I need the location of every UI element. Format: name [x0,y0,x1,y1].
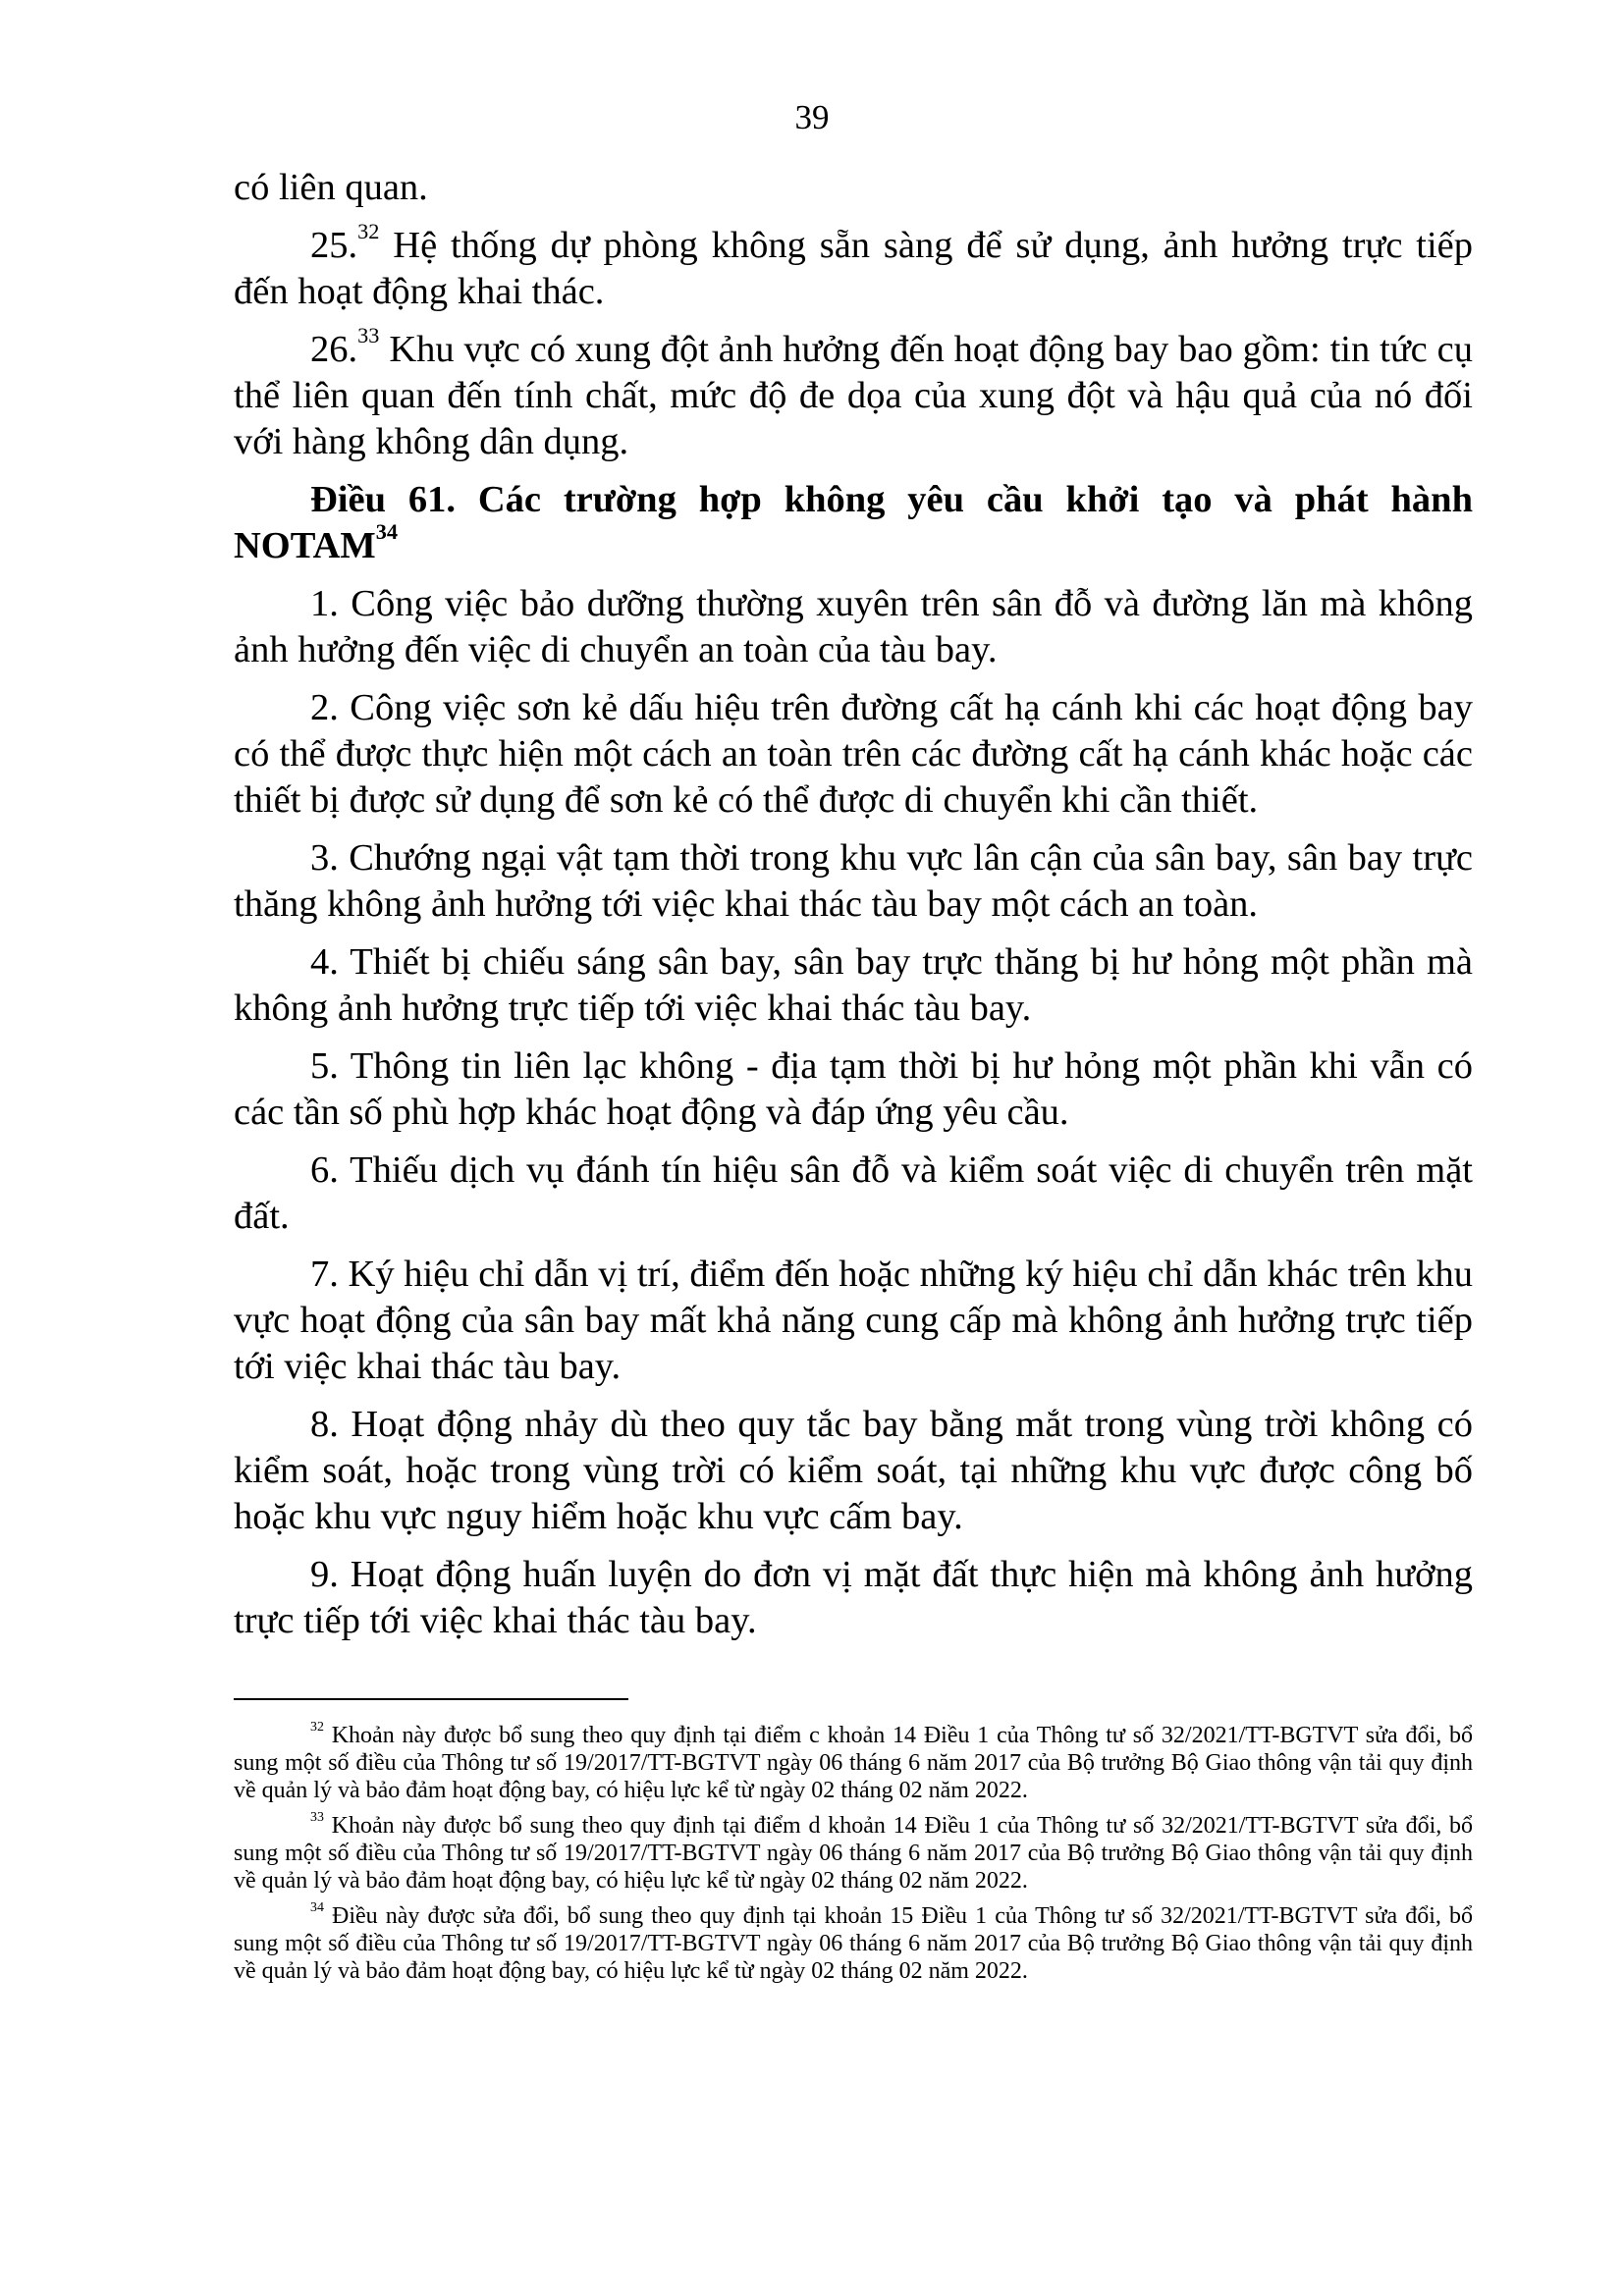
paragraph-continuation [234,165,1473,211]
page-number: 39 [794,98,830,136]
item-4: 4. Thiết bị chiếu sáng sân bay, sân bay trực thăng bị hư hỏng một phần mà không ảnh hưởng trực tiếp tới việc khai thác tàu bay. [234,941,1473,1029]
clause-25 [234,219,1473,315]
footnote-text: Khoản này được bổ sung theo quy định tại điểm c khoản 14 Điều 1 của Thông tư số 32/2021/TT-BGTVT sửa đổi, bổ sung một số điều của Thông tư số 19/2017/TT-BGTVT ngày 06 tháng 6 năm 2017 của Bộ trưởng Bộ Giao thông vận tải quy định về quản lý và bảo đảm hoạt động bay, có hiệu lực kể từ ngày 02 tháng 02 năm 2022. [234,1723,1473,1803]
item-5: 5. Thông tin liên lạc không - địa tạm thời bị hư hỏng một phần khi vẫn có các tần số phù hợp khác hoạt động và đáp ứng yêu cầu. [234,1045,1473,1133]
clause-text: Khu vực có xung đột ảnh hưởng đến hoạt động bay bao gồm: tin tức cụ thể liên quan đến tính chất, mức độ đe dọa của xung đột và hậu quả của nó đối với hàng không dân dụng. [234,329,1473,462]
item-7: 7. Ký hiệu chỉ dẫn vị trí, điểm đến hoặc những ký hiệu chỉ dẫn khác trên khu vực hoạt động của sân bay mất khả năng cung cấp mà không ảnh hưởng trực tiếp tới việc khai thác tàu bay. [234,1254,1473,1387]
clause-number: 26. [310,329,358,370]
clause-number: 25. [310,225,358,266]
footnote-34 [234,1902,1473,1985]
paragraph-text: có liên quan. [234,167,428,208]
footnote-32 [234,1722,1473,1804]
footnote-33 [234,1812,1473,1895]
item-8: 8. Hoạt động nhảy dù theo quy tắc bay bằng mắt trong vùng trời không có kiểm soát, hoặc trong vùng trời có kiểm soát, tại những khu vực được công bố hoặc khu vực nguy hiểm hoặc khu vực cấm bay. [234,1404,1473,1537]
article-title: Điều 61. Các trường hợp không yêu cầu khởi tạo và phát hành NOTAM [234,479,1473,566]
footnote-text: Khoản này được bổ sung theo quy định tại điểm d khoản 14 Điều 1 của Thông tư số 32/2021/TT-BGTVT sửa đổi, bổ sung một số điều của Thông tư số 19/2017/TT-BGTVT ngày 06 tháng 6 năm 2017 của Bộ trưởng Bộ Giao thông vận tải quy định về quản lý và bảo đảm hoạt động bay, có hiệu lực kể từ ngày 02 tháng 02 năm 2022. [234,1813,1473,1894]
item-9: 9. Hoạt động huấn luyện do đơn vị mặt đất thực hiện mà không ảnh hưởng trực tiếp tới việc khai thác tàu bay. [234,1554,1473,1641]
footnote-ref[interactable]: 32 [357,219,380,244]
clause-26 [234,323,1473,465]
document-body [234,165,1473,1993]
item-2: 2. Công việc sơn kẻ dấu hiệu trên đường cất hạ cánh khi các hoạt động bay có thể được thực hiện một cách an toàn trên các đường cất hạ cánh khác hoặc các thiết bị được sử dụng để sơn kẻ có thể được di chuyển khi cần thiết. [234,687,1473,821]
footnote-separator [234,1698,628,1700]
clause-text: Hệ thống dự phòng không sẵn sàng để sử dụng, ảnh hưởng trực tiếp đến hoạt động khai thác. [234,225,1473,312]
item-6: 6. Thiếu dịch vụ đánh tín hiệu sân đỗ và kiểm soát việc di chuyển trên mặt đất. [234,1149,1473,1237]
footnote-number: 34 [310,1900,324,1916]
article-heading [234,477,1473,569]
footnote-ref[interactable]: 33 [357,323,380,348]
footnote-number: 33 [310,1810,324,1826]
footnote-text: Điều này được sửa đổi, bổ sung theo quy định tại khoản 15 Điều 1 của Thông tư số 32/2021/TT-BGTVT sửa đổi, bổ sung một số điều của Thông tư số 19/2017/TT-BGTVT ngày 06 tháng 6 năm 2017 của Bộ trưởng Bộ Giao thông vận tải quy định về quản lý và bảo đảm hoạt động bay, có hiệu lực kể từ ngày 02 tháng 02 năm 2022. [234,1903,1473,1984]
footnote-number: 32 [310,1720,324,1735]
footnote-ref[interactable]: 34 [375,519,399,545]
item-3: 3. Chướng ngại vật tạm thời trong khu vực lân cận của sân bay, sân bay trực thăng không ảnh hưởng tới việc khai thác tàu bay một cách an toàn. [234,837,1473,925]
item-1: 1. Công việc bảo dưỡng thường xuyên trên sân đỗ và đường lăn mà không ảnh hưởng đến việc di chuyển an toàn của tàu bay. [234,583,1473,670]
